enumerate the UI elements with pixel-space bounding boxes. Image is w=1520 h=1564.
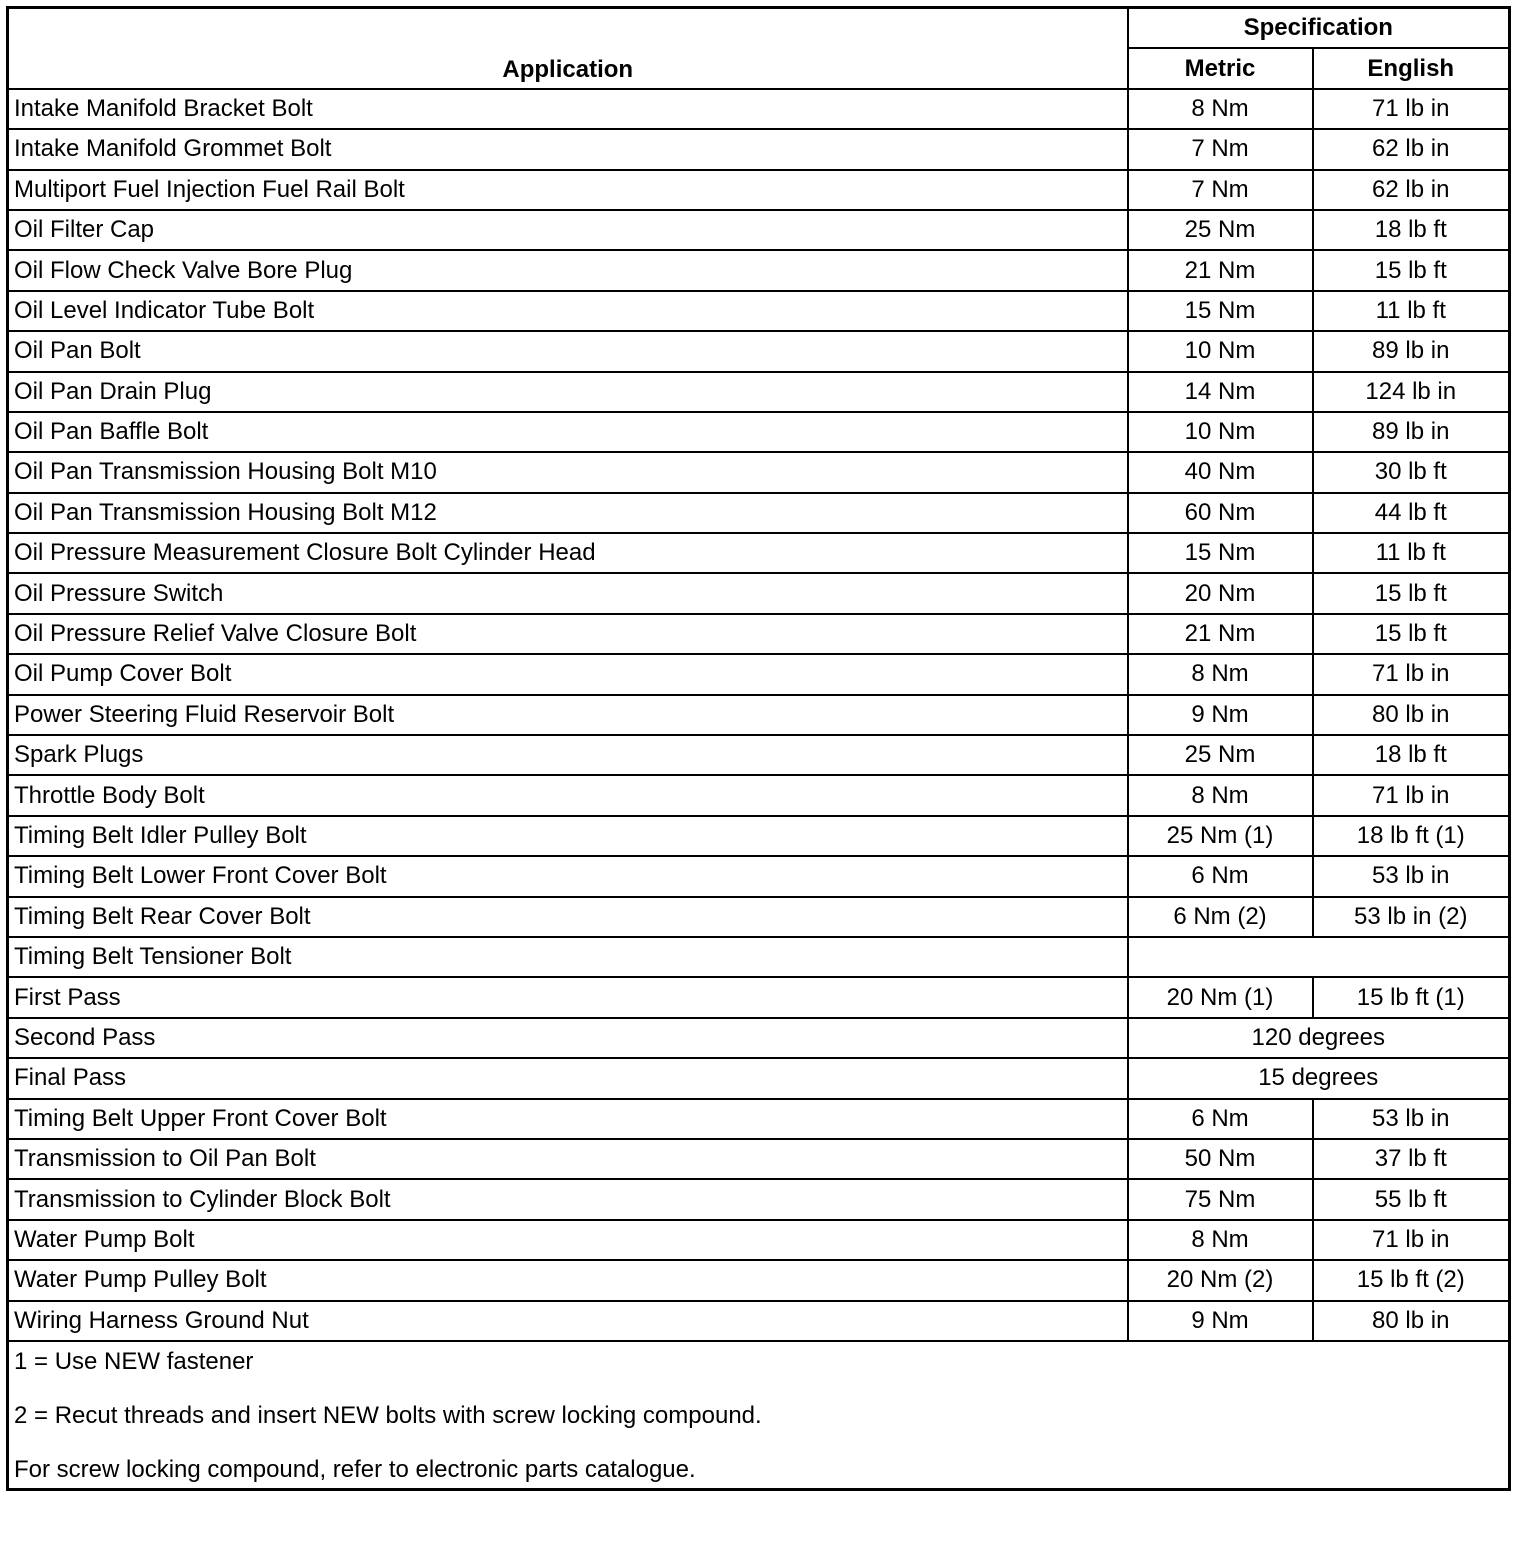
- application-cell: Oil Level Indicator Tube Bolt: [8, 291, 1128, 331]
- english-cell: 53 lb in: [1313, 1099, 1510, 1139]
- metric-cell: 6 Nm: [1128, 1099, 1313, 1139]
- combined-spec-cell: [1128, 937, 1510, 977]
- combined-spec-cell: 120 degrees: [1128, 1018, 1510, 1058]
- english-cell: 15 lb ft (1): [1313, 977, 1510, 1017]
- table-row: [8, 614, 1510, 654]
- application-cell: Water Pump Bolt: [8, 1220, 1128, 1260]
- english-cell: 89 lb in: [1313, 331, 1510, 371]
- english-cell: 15 lb ft: [1313, 614, 1510, 654]
- metric-cell: 14 Nm: [1128, 372, 1313, 412]
- application-cell: Multiport Fuel Injection Fuel Rail Bolt: [8, 170, 1128, 210]
- application-cell: Oil Pressure Switch: [8, 573, 1128, 613]
- metric-cell: 8 Nm: [1128, 1220, 1313, 1260]
- table-row: [8, 775, 1510, 815]
- english-cell: 18 lb ft (1): [1313, 816, 1510, 856]
- application-cell: Power Steering Fluid Reservoir Bolt: [8, 695, 1128, 735]
- application-cell: Oil Pan Transmission Housing Bolt M12: [8, 493, 1128, 533]
- application-cell: Timing Belt Lower Front Cover Bolt: [8, 856, 1128, 896]
- english-cell: 62 lb in: [1313, 170, 1510, 210]
- metric-cell: 6 Nm: [1128, 856, 1313, 896]
- english-cell: 11 lb ft: [1313, 291, 1510, 331]
- metric-cell: 8 Nm: [1128, 89, 1313, 129]
- english-cell: 71 lb in: [1313, 1220, 1510, 1260]
- combined-spec-cell: 15 degrees: [1128, 1058, 1510, 1098]
- table-row: [8, 372, 1510, 412]
- english-header: English: [1313, 48, 1510, 88]
- english-cell: 55 lb ft: [1313, 1179, 1510, 1219]
- application-cell: Oil Pressure Relief Valve Closure Bolt: [8, 614, 1128, 654]
- header-row-top: [8, 8, 1510, 49]
- specification-header: Specification: [1128, 8, 1510, 49]
- table-row: [8, 937, 1510, 977]
- notes-cell: [8, 1341, 1510, 1490]
- english-cell: 62 lb in: [1313, 129, 1510, 169]
- table-row: [8, 210, 1510, 250]
- metric-cell: 6 Nm (2): [1128, 897, 1313, 937]
- table-row: [8, 250, 1510, 290]
- application-cell: Transmission to Cylinder Block Bolt: [8, 1179, 1128, 1219]
- application-cell: Oil Pan Bolt: [8, 331, 1128, 371]
- english-cell: 53 lb in: [1313, 856, 1510, 896]
- application-cell: Timing Belt Rear Cover Bolt: [8, 897, 1128, 937]
- table-row: [8, 735, 1510, 775]
- metric-cell: 21 Nm: [1128, 250, 1313, 290]
- application-cell: Oil Filter Cap: [8, 210, 1128, 250]
- table-row: [8, 1099, 1510, 1139]
- application-cell: Timing Belt Upper Front Cover Bolt: [8, 1099, 1128, 1139]
- application-header: Application: [8, 8, 1128, 89]
- application-cell: Oil Pump Cover Bolt: [8, 654, 1128, 694]
- metric-cell: 25 Nm (1): [1128, 816, 1313, 856]
- english-cell: 44 lb ft: [1313, 493, 1510, 533]
- table-row: [8, 291, 1510, 331]
- table-row: [8, 1220, 1510, 1260]
- torque-specification-table: [6, 6, 1511, 1491]
- table-row: [8, 452, 1510, 492]
- metric-cell: 8 Nm: [1128, 775, 1313, 815]
- metric-cell: 7 Nm: [1128, 129, 1313, 169]
- table-row: [8, 493, 1510, 533]
- metric-cell: 40 Nm: [1128, 452, 1313, 492]
- english-cell: 124 lb in: [1313, 372, 1510, 412]
- application-cell: Final Pass: [8, 1058, 1128, 1098]
- table-row: [8, 170, 1510, 210]
- application-cell: Oil Pan Transmission Housing Bolt M10: [8, 452, 1128, 492]
- table-row: [8, 897, 1510, 937]
- application-cell: Intake Manifold Grommet Bolt: [8, 129, 1128, 169]
- note-1: 1 = Use NEW fastener: [14, 1347, 254, 1375]
- table-row: [8, 816, 1510, 856]
- metric-cell: 25 Nm: [1128, 735, 1313, 775]
- table-row: [8, 977, 1510, 1017]
- english-cell: 11 lb ft: [1313, 533, 1510, 573]
- table-row: [8, 89, 1510, 129]
- metric-cell: 15 Nm: [1128, 291, 1313, 331]
- application-cell: Wiring Harness Ground Nut: [8, 1301, 1128, 1341]
- metric-cell: 20 Nm (1): [1128, 977, 1313, 1017]
- application-cell: Transmission to Oil Pan Bolt: [8, 1139, 1128, 1179]
- english-cell: 18 lb ft: [1313, 735, 1510, 775]
- english-cell: 18 lb ft: [1313, 210, 1510, 250]
- table-row: [8, 1301, 1510, 1341]
- table-row: [8, 1018, 1510, 1058]
- metric-cell: 10 Nm: [1128, 331, 1313, 371]
- table-row: [8, 331, 1510, 371]
- metric-cell: 50 Nm: [1128, 1139, 1313, 1179]
- metric-cell: 9 Nm: [1128, 695, 1313, 735]
- application-cell: First Pass: [8, 977, 1128, 1017]
- table-row: [8, 695, 1510, 735]
- application-cell: Timing Belt Idler Pulley Bolt: [8, 816, 1128, 856]
- metric-cell: 20 Nm: [1128, 573, 1313, 613]
- application-cell: Intake Manifold Bracket Bolt: [8, 89, 1128, 129]
- metric-header: Metric: [1128, 48, 1313, 88]
- note-2: 2 = Recut threads and insert NEW bolts with screw locking compound.: [14, 1401, 762, 1429]
- table-row: [8, 412, 1510, 452]
- table-row: [8, 129, 1510, 169]
- metric-cell: 7 Nm: [1128, 170, 1313, 210]
- english-cell: 15 lb ft: [1313, 250, 1510, 290]
- table-row: [8, 533, 1510, 573]
- metric-cell: 15 Nm: [1128, 533, 1313, 573]
- metric-cell: 25 Nm: [1128, 210, 1313, 250]
- application-cell: Spark Plugs: [8, 735, 1128, 775]
- english-cell: 89 lb in: [1313, 412, 1510, 452]
- application-cell: Timing Belt Tensioner Bolt: [8, 937, 1128, 977]
- table-row: [8, 654, 1510, 694]
- note-3: For screw locking compound, refer to electronic parts catalogue.: [14, 1455, 696, 1483]
- english-cell: 80 lb in: [1313, 1301, 1510, 1341]
- metric-cell: 10 Nm: [1128, 412, 1313, 452]
- english-cell: 53 lb in (2): [1313, 897, 1510, 937]
- table-row: [8, 1260, 1510, 1300]
- notes-row: [8, 1341, 1510, 1490]
- application-cell: Second Pass: [8, 1018, 1128, 1058]
- application-cell: Water Pump Pulley Bolt: [8, 1260, 1128, 1300]
- english-cell: 71 lb in: [1313, 654, 1510, 694]
- application-cell: Oil Pressure Measurement Closure Bolt Cylinder Head: [8, 533, 1128, 573]
- table-row: [8, 1058, 1510, 1098]
- application-cell: Oil Pan Drain Plug: [8, 372, 1128, 412]
- application-cell: Oil Pan Baffle Bolt: [8, 412, 1128, 452]
- english-cell: 15 lb ft (2): [1313, 1260, 1510, 1300]
- english-cell: 80 lb in: [1313, 695, 1510, 735]
- metric-cell: 75 Nm: [1128, 1179, 1313, 1219]
- metric-cell: 20 Nm (2): [1128, 1260, 1313, 1300]
- table-row: [8, 1179, 1510, 1219]
- english-cell: 30 lb ft: [1313, 452, 1510, 492]
- table-body: [8, 89, 1510, 1341]
- english-cell: 37 lb ft: [1313, 1139, 1510, 1179]
- metric-cell: 21 Nm: [1128, 614, 1313, 654]
- application-cell: Oil Flow Check Valve Bore Plug: [8, 250, 1128, 290]
- english-cell: 15 lb ft: [1313, 573, 1510, 613]
- metric-cell: 60 Nm: [1128, 493, 1313, 533]
- table-row: [8, 1139, 1510, 1179]
- metric-cell: 9 Nm: [1128, 1301, 1313, 1341]
- table-row: [8, 573, 1510, 613]
- table-row: [8, 856, 1510, 896]
- application-cell: Throttle Body Bolt: [8, 775, 1128, 815]
- metric-cell: 8 Nm: [1128, 654, 1313, 694]
- english-cell: 71 lb in: [1313, 775, 1510, 815]
- english-cell: 71 lb in: [1313, 89, 1510, 129]
